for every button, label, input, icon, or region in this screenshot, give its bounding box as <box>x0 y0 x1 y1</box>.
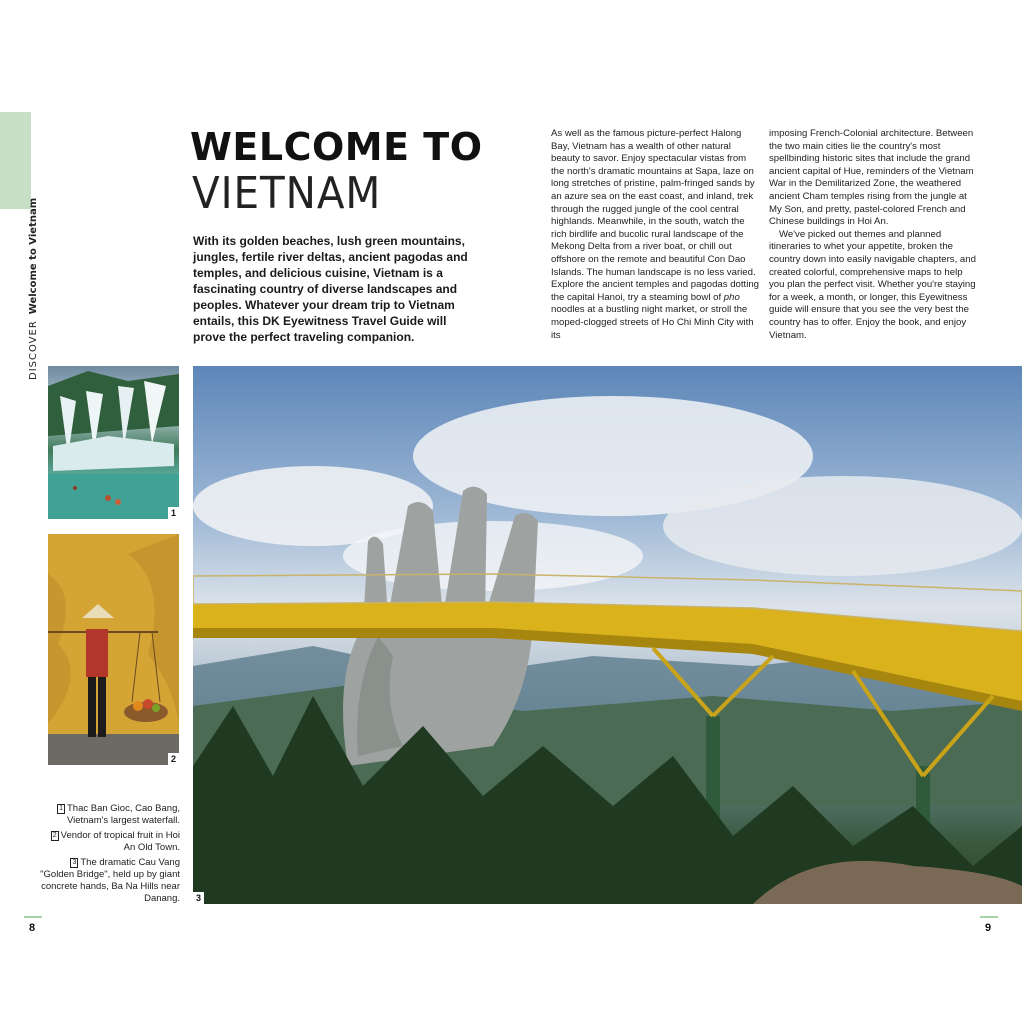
waterfall-illustration <box>48 366 179 519</box>
caption-number-1: 1 <box>59 805 63 812</box>
photo-captions <box>40 803 180 908</box>
column1-text-part2: noodles at a bustling night market, or stroll the moped-clogged streets of Ho Chi Minh City with its <box>551 304 754 341</box>
chapter-label: Welcome to Vietnam <box>28 197 39 315</box>
section-label: DISCOVER <box>28 320 39 380</box>
photo-number-2: 2 <box>168 753 179 765</box>
photo-number-3: 3 <box>193 892 204 904</box>
intro-paragraph: With its golden beaches, lush green mountains, jungles, fertile river deltas, ancient pagodas and temples, and delicious cuisine, Vietnam is a fascinating country of diverse landscapes and peoples. Whatever your dream trip to Vietnam entails, this DK Eyewitness Travel Guide will prove the perfect traveling companion. <box>193 234 468 344</box>
page-number-rule-left <box>24 916 42 918</box>
page-title-line2: VIETNAM <box>192 168 382 219</box>
column1-italic: pho <box>723 291 740 303</box>
page-title-line1: WELCOME TO <box>190 125 483 169</box>
golden-bridge-photo <box>193 366 1022 904</box>
caption-number-2: 2 <box>52 832 57 839</box>
caption-text-2: Vendor of tropical fruit in Hoi An Old Town. <box>60 830 180 853</box>
section-color-tab <box>0 112 31 209</box>
page-number-left: 8 <box>29 922 36 934</box>
body-column-1 <box>551 128 761 342</box>
vendor-photo <box>48 534 179 765</box>
caption-text-3: The dramatic Cau Vang "Golden Bridge", held up by giant concrete hands, Ba Na Hills near Danang. <box>40 857 180 904</box>
golden-bridge-illustration <box>193 366 1022 904</box>
page-number-right: 9 <box>985 922 992 934</box>
column2-paragraph-1: imposing French-Colonial architecture. Between the two main cities lie the country's most spellbinding historic sites that include the grand ancient capital of Hue, reminders of the Vietnam War in the Demilitarized Zone, the weathered ancient Cham temples rising from the jungle at My Son, and pretty, pastel-colored French and Chinese buildings in Hoi An. <box>769 128 974 228</box>
body-column-2 <box>769 128 979 342</box>
vendor-illustration <box>48 534 179 765</box>
caption-number-3: 3 <box>72 859 77 866</box>
column2-paragraph-2: We've picked out themes and planned itineraries to whet your appetite, broken the country down into easily navigable chapters, and created colorful, comprehensive maps to help you plan the perfect visit. Whether you're staying for a week, a month, or longer, this Eyewitness guide will ensure that you see the very best the country has to offer. Enjoy the book, and enjoy Vietnam. <box>769 228 976 341</box>
caption-text-1: Thac Ban Gioc, Cao Bang, Vietnam's largest waterfall. <box>66 803 180 826</box>
page-number-rule-right <box>980 916 998 918</box>
photo-number-1: 1 <box>168 507 179 519</box>
waterfall-photo <box>48 366 179 519</box>
caption-2 <box>40 830 180 854</box>
running-header <box>28 198 39 380</box>
caption-3 <box>40 857 180 905</box>
column1-text-part1: As well as the famous picture-perfect Halong Bay, Vietnam has a wealth of other natural beauty to savor. Enjoy spectacular vistas from the north's dramatic mountains at Sapa, laze on long stretches of pristine, palm-fringed sands by an azure sea on the east coast, and inland, trek through the rugged jungle of the cool central highlands. Meanwhile, in the south, watch the rich birdlife and bucolic rural landscape of the Mekong Delta from a river boat, or chill out offshore on the remote and beautiful Con Dao Islands. The human landscape is no less varied. Explore the ancient temples and pagodas dotting the capital Hanoi, try a steaming bowl of <box>551 128 760 303</box>
caption-1 <box>40 803 180 827</box>
